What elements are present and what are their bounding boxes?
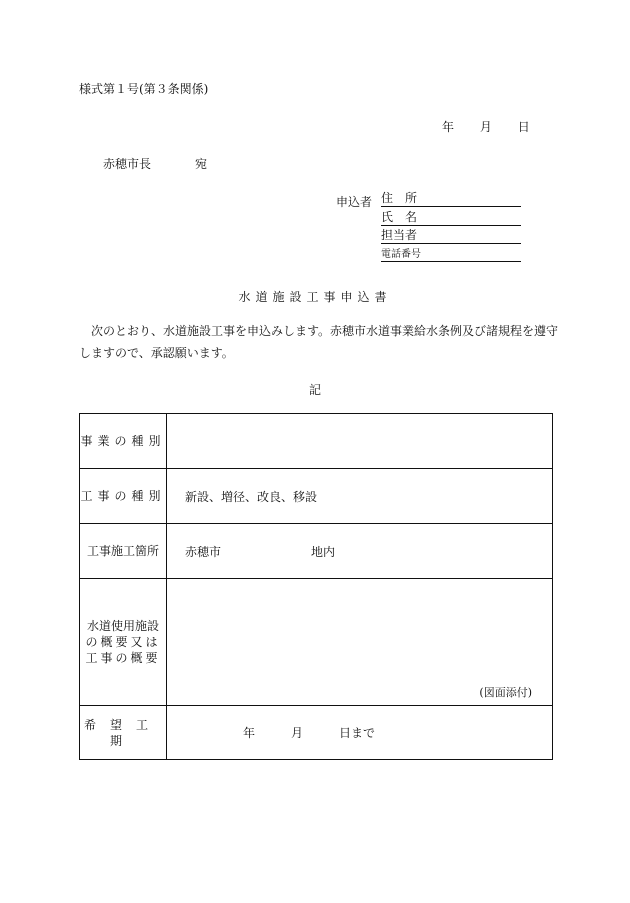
address-field[interactable] [381, 191, 521, 207]
table-row [80, 524, 553, 579]
facility-overview-label-line3: 工事の概要 [85, 651, 161, 665]
table-row [80, 579, 553, 706]
desired-period-value[interactable] [167, 706, 553, 760]
period-year: 年 [243, 726, 256, 740]
phone-field[interactable] [381, 246, 521, 262]
desired-period-label: 希望工期 [80, 706, 167, 760]
contact-person-field[interactable] [381, 228, 521, 244]
addressee-suffix: 宛 [195, 157, 208, 171]
location-suffix: 地内 [311, 544, 336, 559]
facility-overview-value[interactable] [167, 579, 553, 706]
name-label: 氏 名 [381, 210, 418, 224]
date-month: 月 [479, 120, 492, 134]
application-date [442, 118, 530, 135]
addressee-name: 赤穂市長 [103, 157, 152, 171]
application-table [79, 413, 553, 760]
table-row [80, 706, 553, 760]
business-type-value[interactable] [167, 414, 553, 469]
facility-overview-label-line1: 水道使用施設 [86, 619, 159, 633]
form-number: 様式第１号(第３条関係) [79, 82, 209, 96]
work-type-label: 工事の種別 [80, 469, 167, 524]
phone-label: 電話番号 [381, 249, 421, 260]
drawing-attached-note: (図面添付) [479, 686, 532, 699]
name-field[interactable] [381, 210, 521, 226]
work-location-label: 工事施工箇所 [80, 524, 167, 579]
contact-person-label: 担当者 [381, 228, 418, 242]
table-row [80, 469, 553, 524]
facility-overview-label [80, 579, 167, 706]
business-type-label: 事業の種別 [80, 414, 167, 469]
document-title: 水道施設工事申込書 [238, 290, 392, 304]
date-year: 年 [442, 120, 455, 134]
location-city: 赤穂市 [185, 544, 222, 559]
work-type-value[interactable]: 新設、増径、改良、移設 [167, 469, 553, 524]
work-location-value[interactable] [167, 524, 553, 579]
body-text: 次のとおり、水道施設工事を申込みします。赤穂市水道事業給水条例及び諸規程を遵守しますので、承認願います。 [79, 324, 559, 360]
address-label: 住 所 [381, 191, 418, 205]
addressee [103, 155, 207, 172]
period-month: 月 [291, 726, 304, 740]
date-day: 日 [517, 120, 530, 134]
facility-overview-label-line2: の概要又は [85, 635, 161, 649]
applicant-label: 申込者 [336, 195, 373, 209]
ki-marker: 記 [308, 383, 321, 397]
period-day: 日まで [339, 726, 376, 740]
table-row [80, 414, 553, 469]
